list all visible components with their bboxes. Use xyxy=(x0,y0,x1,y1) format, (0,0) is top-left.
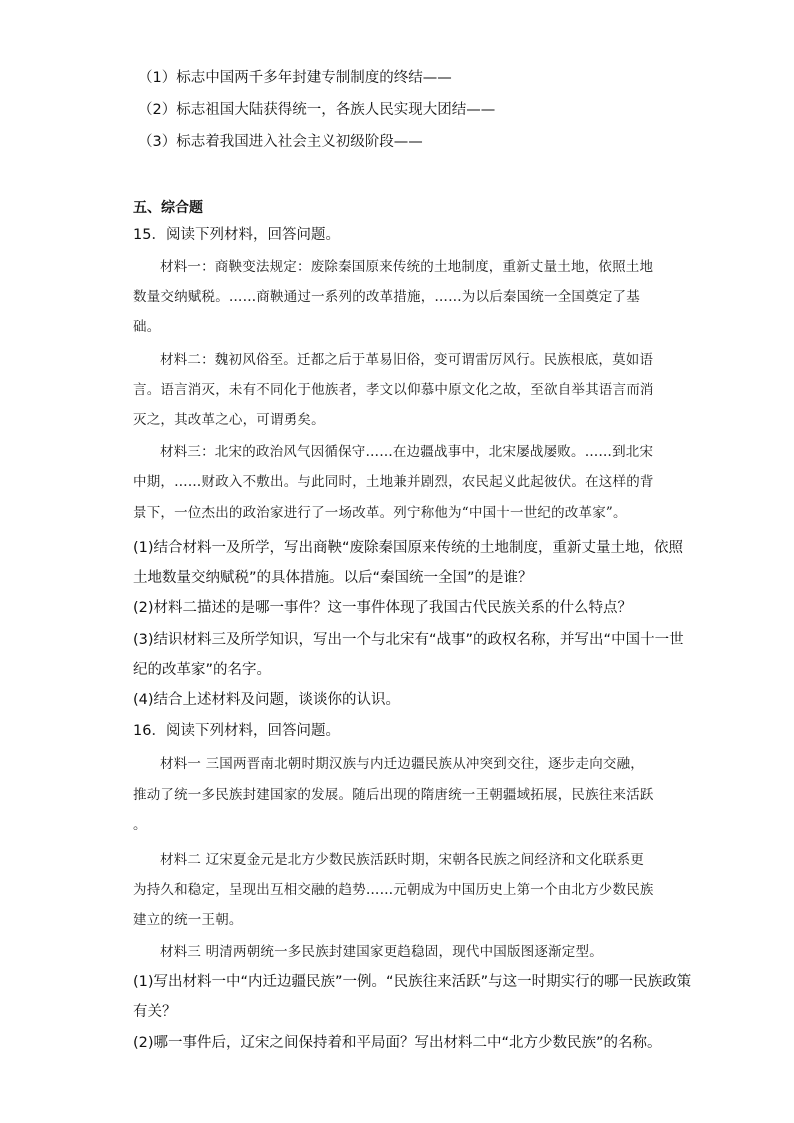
q15-question3-line1: (3)结识材料三及所学知识，写出一个与北宋有“战事”的政权名称，并写出“中国十一世 xyxy=(133,632,684,648)
q16-material2-line3: 建立的统一王朝。 xyxy=(133,912,243,928)
q15-question1-line2: 土地数量交纳赋税”的具体措施。以后“秦国统一全国”的是谁？ xyxy=(133,570,533,586)
q15-material3-line2: 中期，……财政入不敷出。与此同时，土地兼并剧烈，农民起义此起彼伏。在这样的背 xyxy=(133,474,654,490)
q16-material2-line2: 为持久和稳定，呈现出互相交融的趋势……元朝成为中国历史上第一个由北方少数民族 xyxy=(133,882,654,898)
q16-question1-line1: (1)写出材料一中“内迁边疆民族”一例。“民族往来活跃”与这一时期实行的哪一民族政策 xyxy=(133,974,692,990)
fill-in-item-2: （2）标志祖国大陆获得统一，各族人民实现大团结—— xyxy=(138,102,496,118)
q16-question1-line2: 有关？ xyxy=(133,1004,177,1020)
fill-in-item-3: （3）标志着我国进入社会主义初级阶段—— xyxy=(138,134,423,150)
q15-material1-line2: 数量交纳赋税。……商鞅通过一系列的改革措施，……为以后秦国统一全国奠定了基 xyxy=(133,289,640,305)
q15-question4: (4)结合上述材料及问题，谈谈你的认识。 xyxy=(133,692,401,708)
q15-stem: 15．阅读下列材料，回答问题。 xyxy=(133,227,340,243)
q16-material1-line2: 推动了统一多民族封建国家的发展。随后出现的隋唐统一王朝疆域拓展，民族往来活跃 xyxy=(133,787,654,803)
q15-material1-line1: 材料一：商鞅变法规定：废除秦国原来传统的土地制度，重新丈量土地，依照土地 xyxy=(160,259,654,275)
q15-question3-line2: 纪的改革家”的名字。 xyxy=(133,662,272,678)
q16-material1-line3: 。 xyxy=(133,817,147,833)
q15-question1-line1: (1)结合材料一及所学，写出商鞅“废除秦国原来传统的土地制度，重新丈量土地，依照 xyxy=(133,540,684,556)
q15-material3-line1: 材料三：北宋的政治风气因循保守……在边疆战事中，北宋屡战屡败。……到北宋 xyxy=(160,444,654,460)
q16-material1-line1: 材料一 三国两晋南北朝时期汉族与内迁边疆民族从冲突到交往，逐步走向交融， xyxy=(160,756,644,772)
q16-material2-line1: 材料二 辽宋夏金元是北方少数民族活跃时期，宋朝各民族之间经济和文化联系更 xyxy=(160,852,644,868)
q16-stem: 16．阅读下列材料，回答问题。 xyxy=(133,723,340,739)
q15-material2-line3: 灭之，其改革之心，可谓勇矣。 xyxy=(133,412,325,428)
q15-material2-line1: 材料二：魏初风俗至。迁都之后于革易旧俗，变可谓雷厉风行。民族根底，莫如语 xyxy=(160,352,654,368)
q15-material1-line3: 础。 xyxy=(133,319,161,335)
q16-question2: (2)哪一事件后，辽宋之间保持着和平局面？写出材料二中“北方少数民族”的名称。 xyxy=(133,1035,662,1051)
section-title: 五、综合题 xyxy=(133,200,203,216)
q15-material3-line3: 景下，一位杰出的政治家进行了一场改革。列宁称他为“中国十一世纪的改革家”。 xyxy=(133,505,627,521)
q15-material2-line2: 言。语言消灭，未有不同化于他族者，孝文以仰慕中原文化之故，至欲自举其语言而消 xyxy=(133,382,654,398)
fill-in-item-1: （1）标志中国两千多年封建专制制度的终结—— xyxy=(138,70,452,86)
q16-material3-line1: 材料三 明清两朝统一多民族封建国家更趋稳固，现代中国版图逐渐定型。 xyxy=(160,944,603,960)
q15-question2: (2)材料二描述的是哪一事件？这一事件体现了我国古代民族关系的什么特点？ xyxy=(133,600,633,616)
